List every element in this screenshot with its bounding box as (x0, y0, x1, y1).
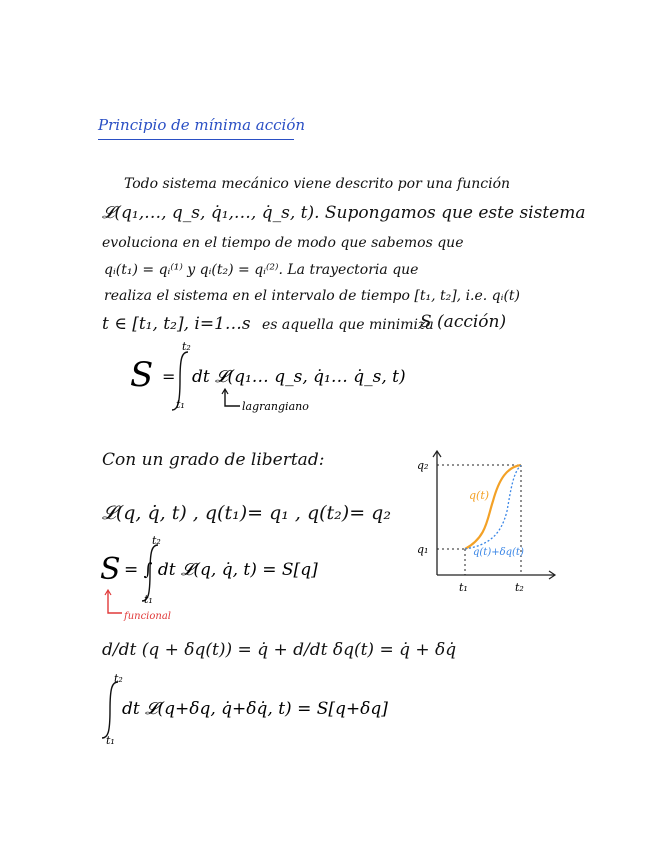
action-eq: = (162, 367, 176, 386)
action-upper: t₂ (182, 340, 191, 353)
derivative-equation: d/dt (q + δq(t)) = q̇ + d/dt δq(t) = q̇ + δq̇ (102, 640, 457, 660)
action-integrand: dt 𝓛(q₁… q_s, q̇₁… q̇_s, t) (192, 367, 406, 387)
perturbed-integral-sign (102, 682, 118, 738)
perturbed-lower: t₁ (106, 734, 115, 747)
action-lower: t₁ (176, 398, 185, 411)
perturbed-upper: t₂ (114, 672, 123, 685)
q1-label: q₁ (417, 543, 429, 556)
functional-upper: t₂ (152, 535, 161, 547)
text-line-5: realiza el sistema en el intervalo de tiempo [t₁, t₂], i.e. qᵢ(t) (104, 288, 521, 304)
t1-label: t₁ (459, 581, 468, 594)
text-line-2: 𝓛(q₁,…, q_s, q̇₁,…, q̇_s, t). Supongamos que este sistema (102, 203, 586, 223)
functional-equation (100, 535, 360, 625)
perturbed-curve (465, 465, 521, 549)
text-line-4: qᵢ(t₁) = qᵢ⁽¹⁾ y qᵢ(t₂) = qᵢ⁽²⁾. La trayectoria que (104, 262, 419, 278)
functional-lower: t₁ (144, 593, 153, 606)
text-line-6a: t ∈ [t₁, t₂], i=1…s (102, 314, 251, 334)
perturbed-integrand: dt 𝓛(q+δq, q̇+δq̇, t) = S[q+δq] (122, 699, 388, 719)
lagrangian-label: lagrangiano (242, 400, 309, 413)
page-title: Principio de mínima acción (98, 116, 306, 134)
trajectory-graph (415, 445, 565, 595)
functional-S: S (100, 552, 121, 587)
perturbed-label: q(t)+δq(t) (473, 547, 524, 558)
action-S: S (130, 355, 154, 395)
section2-heading: Con un grado de libertad: (102, 450, 325, 470)
t2-label: t₂ (515, 581, 524, 594)
functional-rhs: = ∫ dt 𝓛(q, q̇, t) = S[q] (124, 560, 318, 580)
funcional-label: funcional (124, 611, 172, 622)
text-line-6c: S (acción) (420, 312, 507, 332)
title-underline (98, 139, 294, 140)
text-line-3: evoluciona en el tiempo de modo que sabemos que (102, 235, 464, 251)
text-line-1: Todo sistema mecánico viene descrito por una función (124, 176, 511, 192)
text-line-6b: es aquella que minimiza (262, 317, 434, 333)
curve-label: q(t) (469, 489, 490, 502)
lagrangian-one-dof: 𝓛(q, q̇, t) , q(t₁)= q₁ , q(t₂)= q₂ (102, 502, 391, 524)
trajectory-curve (465, 465, 521, 549)
action-integral (130, 340, 410, 420)
q2-label: q₂ (417, 459, 429, 472)
perturbed-integral (100, 672, 400, 752)
